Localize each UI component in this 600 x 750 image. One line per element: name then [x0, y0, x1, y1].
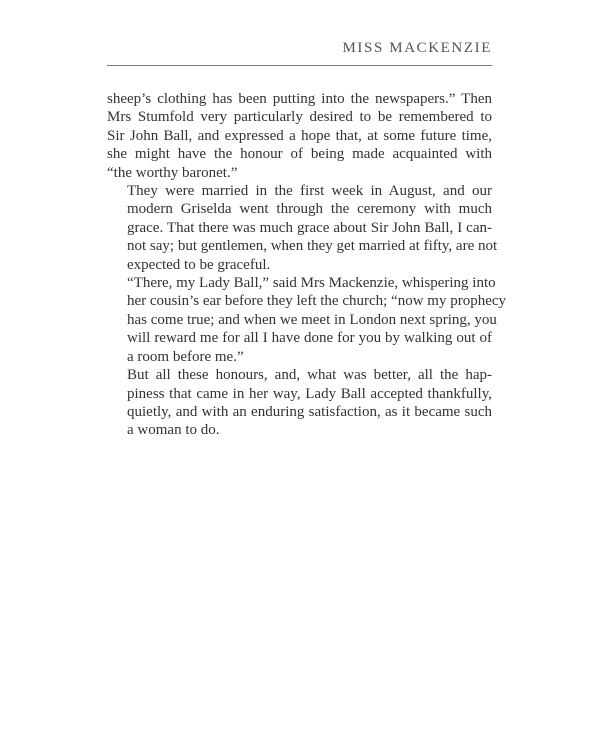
text-line: will reward me for all I have done for you by walking out of	[127, 330, 492, 347]
paragraph-2	[107, 182, 498, 274]
text-line: grace. That there was much grace about Sir John Ball, I can-	[127, 219, 492, 236]
text-line: piness that came in her way, Lady Ball accepted thankfully,	[127, 385, 492, 402]
text-line: “the worthy baronet.”	[107, 164, 238, 181]
text-line: a room before me.”	[127, 348, 244, 365]
running-title: MISS MACKENZIE	[342, 40, 492, 56]
text-line: quietly, and with an enduring satisfaction, as it became such	[127, 403, 492, 420]
body-text	[107, 90, 507, 440]
text-line: But all these honours, and, what was better, all the hap-	[127, 367, 492, 384]
text-line: Sir John Ball, and expressed a hope that, at some future time,	[107, 127, 492, 144]
paragraph-4	[107, 366, 492, 440]
text-line: she might have the honour of being made acquainted with	[107, 146, 492, 163]
text-line: modern Griselda went through the ceremony with much	[127, 201, 492, 218]
header-rule	[107, 65, 492, 66]
text-line: expected to be graceful.	[127, 256, 271, 273]
running-header	[107, 30, 492, 66]
text-line: “There, my Lady Ball,” said Mrs Mackenzie, whispering into	[127, 275, 496, 292]
paragraph-3	[107, 274, 507, 366]
text-line: They were married in the first week in August, and our	[127, 183, 492, 200]
paragraph-1	[107, 90, 492, 182]
text-line: her cousin’s ear before they left the church; “now my prophecy	[127, 293, 507, 310]
text-line: a woman to do.	[127, 422, 220, 439]
text-line: Mrs Stumfold very particularly desired to be remembered to	[107, 109, 492, 126]
text-line: not say; but gentlemen, when they get married at fifty, are not	[127, 238, 498, 255]
text-line: has come true; and when we meet in London next spring, you	[127, 311, 497, 328]
text-line: sheep’s clothing has been putting into the newspapers.” Then	[107, 91, 492, 107]
